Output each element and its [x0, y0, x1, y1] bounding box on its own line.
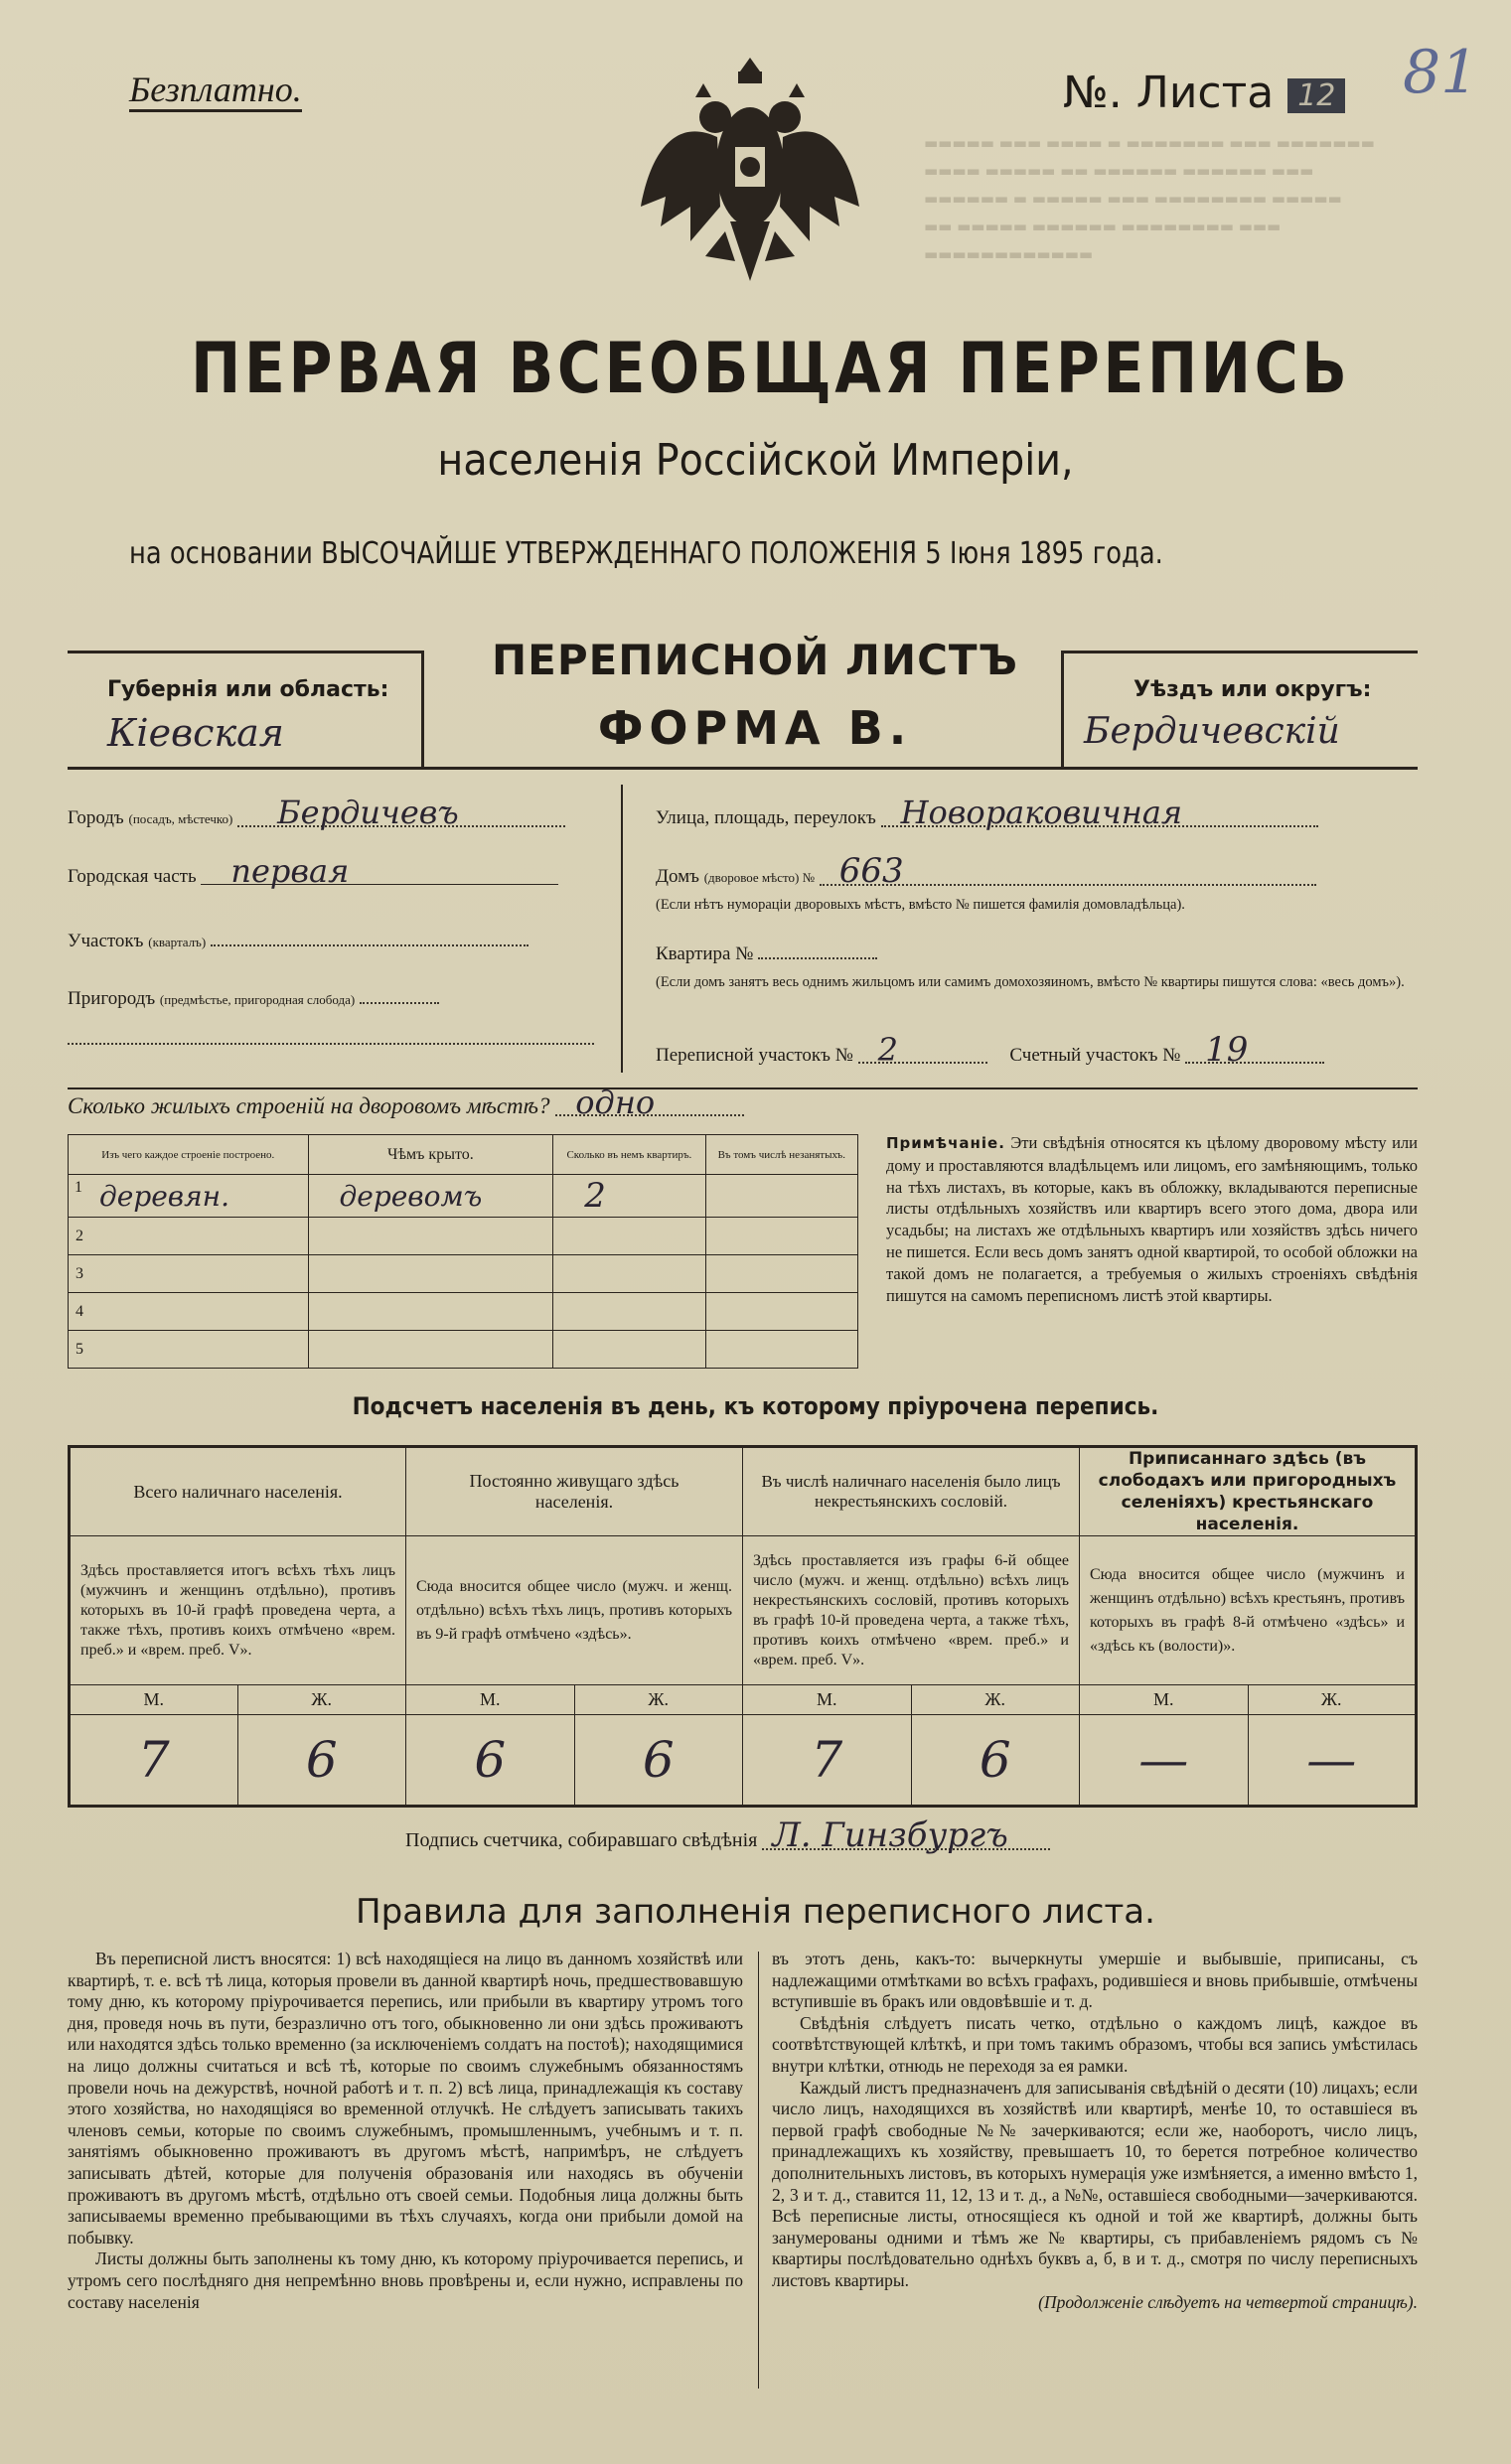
- buildings-note-title: Примѣчаніе.: [886, 1134, 1005, 1152]
- pop-col3-desc: Здѣсь проставляется изъ графы 6-й общее число (мужч. и женщ. отдѣльно) всѣхъ лицъ некрестьянскихъ сословій, противъ которыхъ въ графѣ 10-й проведена черта, а также тѣхъ, противъ коихъ отмѣчено «врем. преб.» и «врем. преб. V».: [743, 1536, 1080, 1685]
- province-value: Кіевская: [107, 711, 284, 755]
- pop-col4-desc: Сюда вносится общее число (мужчинъ и женщинъ отдѣльно) всѣхъ крестьянъ, противъ которыхъ въ графѣ 8-й отмѣчено «здѣсь» и «здѣсь къ (волости)».: [1080, 1536, 1417, 1685]
- signature-label: Подпись счетчика, собиравшаго свѣдѣнія: [405, 1829, 758, 1851]
- pop-col2-head: Постоянно живущаго здѣсь населенія.: [406, 1447, 743, 1536]
- district-value: Бердичевскій: [1084, 711, 1340, 752]
- district-label: Уѣздъ или округъ:: [1133, 677, 1372, 702]
- suburb-second-line: [68, 1043, 594, 1045]
- total-male: 7: [70, 1715, 238, 1807]
- street-label: Улица, площадь, переулокъ: [656, 807, 876, 828]
- city-sublabel: (посадъ, мѣстечко): [128, 811, 233, 826]
- city-part-value: первая: [201, 858, 558, 885]
- buildings-note-text: Эти свѣдѣнія относятся къ цѣлому дворовому мѣсту или дому и проставляются владѣльцемъ или лицомъ, его замѣняющимъ, только на тѣхъ листахъ, въ которые, какъ въ обложку, вкладываются переписные листы отдѣльныхъ хозяйствъ или квартиръ всего этого дома, двора или усадьбы; на листахъ же отдѣльныхъ квартиръ или хозяйствъ здѣсь ничего не пишется. Если весь домъ занятъ одной квартирой, то особой обложки на такой домъ не полагается, а требуемыя о жилыхъ строеніяхъ свѣдѣнія пишутся на самомъ переписномъ листѣ этой квартиры.: [886, 1133, 1419, 1305]
- signature-row: [405, 1815, 1050, 1855]
- flat-row: [656, 942, 877, 965]
- address-divider: [621, 785, 623, 1073]
- rules-continued: (Продолженіе слѣдуетъ на четвертой страницѣ).: [1038, 2291, 1418, 2312]
- suburb-label: Пригородъ: [68, 988, 156, 1009]
- col-material: Изъ чего каждое строеніе построено.: [69, 1135, 309, 1175]
- building-row: [69, 1255, 858, 1293]
- flat-note: (Если домъ занятъ весь однимъ жильцомъ или самимъ домохозяиномъ, вмѣсто № квартиры пишутся слова: «весь домъ»).: [656, 974, 1405, 990]
- house-label: Домъ: [656, 866, 699, 887]
- suburb-value-line: [360, 986, 439, 1004]
- precinct-sublabel: (кварталъ): [148, 935, 207, 949]
- buildings-note: [886, 1132, 1418, 1306]
- count-area-label: Счетный участокъ №: [1009, 1045, 1181, 1066]
- city-part-row: [68, 852, 594, 890]
- street-value: Новораковичная: [881, 799, 1318, 827]
- buildings-answer: одно: [555, 1090, 744, 1116]
- rules-paragraph: въ этотъ день, какъ-то: вычеркнуты умершіе и выбывшіе, приписаны, съ надлежащими отмѣтками во всѣхъ графахъ, родившіеся и вновь прибывшіе, отмѣчены вступившіе въ бракъ или овдовѣвшіе и т. д.: [772, 1949, 1418, 2012]
- precinct-row: [68, 929, 594, 952]
- rules-divider: [758, 1952, 759, 2389]
- imperial-eagle-icon: [636, 58, 864, 286]
- city-row: [68, 794, 594, 831]
- pop-col2-desc: Сюда вносится общее число (мужч. и женщ. отдѣльно) всѣхъ тѣхъ лицъ, противъ которыхъ въ 9-й графѣ отмѣчено «здѣсь».: [406, 1536, 743, 1685]
- count-area-value: 19: [1185, 1038, 1324, 1064]
- buildings-top-rule: [68, 1087, 1418, 1089]
- peasant-female: —: [1248, 1715, 1417, 1807]
- population-title: Подсчетъ населенія въ день, къ которому пріурочена перепись.: [352, 1392, 1159, 1420]
- f-header: Ж.: [911, 1685, 1080, 1715]
- house-note: (Если нѣтъ нумораціи дворовыхъ мѣстъ, вмѣсто № пишется фамилія домовладѣльца).: [656, 897, 1185, 913]
- row-number: 2: [76, 1227, 83, 1244]
- precinct-label: Участокъ: [68, 931, 144, 951]
- building-material: деревян.: [99, 1179, 229, 1213]
- sheet-number-label: [1063, 68, 1345, 118]
- suburb-row: [68, 986, 604, 1010]
- building-row: [69, 1175, 858, 1218]
- city-part-label: Городская часть: [68, 866, 197, 887]
- peasant-male: —: [1080, 1715, 1249, 1807]
- total-female: 6: [237, 1715, 406, 1807]
- precinct-value-line: [211, 929, 529, 946]
- rules-left-column: [68, 1949, 743, 2313]
- city-label: Городъ: [68, 807, 124, 828]
- archive-number-stamp: 81: [1403, 38, 1479, 107]
- rules-paragraph: Каждый листъ предназначенъ для записыванія свѣдѣній о десяти (10) лицахъ; если число лицъ, находящихся въ хозяйствѣ или квартирѣ, менѣе 10, то оставшіеся въ первой графѣ свободные №№ зачеркиваются; если же, наоборотъ, число лицъ, принадлежащихъ къ хозяйству, превышаетъ 10, то берется потребное количество дополнительныхъ листовъ, въ которыхъ нумерація уже измѣняется, а именно вмѣсто 1, 2, 3 и т. д., ставится 11, 12, 13 и т. д., а №№, оставшіеся свободными—зачеркиваются. Всѣ переписные листы, относящіеся къ одной и той же квартирѣ, должны быть занумерованы одними и тѣмъ же № квартиры, съ прибавленіемъ рядомъ съ № квартиры послѣдовательно однѣхъ буквъ а, б, в и т. д., смотря по числу переписныхъ листовъ квартиры.: [772, 2077, 1418, 2290]
- census-subtitle: населенія Россійской Имперіи,: [437, 435, 1074, 486]
- city-value: Бердичевъ: [237, 799, 565, 827]
- f-header: Ж.: [574, 1685, 743, 1715]
- m-header: М.: [743, 1685, 912, 1715]
- free-label: Безплатно.: [129, 70, 302, 112]
- nonpeasant-male: 7: [743, 1715, 912, 1807]
- f-header: Ж.: [237, 1685, 406, 1715]
- row-number: 3: [76, 1264, 83, 1282]
- col-roof: Чѣмъ крыто.: [308, 1135, 553, 1175]
- sheet-number-value: 12: [1287, 78, 1345, 113]
- row-number: 1: [75, 1179, 82, 1196]
- building-row: [69, 1293, 858, 1331]
- row-number: 4: [76, 1302, 83, 1320]
- buildings-question: Сколько жилыхъ строеній на дворовомъ мѣстѣ?: [68, 1093, 550, 1118]
- sheet-number-text: №. Листа: [1063, 68, 1275, 118]
- form-title: ПЕРЕПИСНОЙ ЛИСТЪ: [491, 636, 1019, 684]
- resident-female: 6: [574, 1715, 743, 1807]
- suburb-sublabel: (предмѣстье, пригородная слобода): [159, 992, 356, 1007]
- rules-title: Правила для заполненія переписного листа.: [356, 1892, 1155, 1932]
- m-header: М.: [406, 1685, 575, 1715]
- population-table: [68, 1445, 1418, 1808]
- form-top-rule: [68, 767, 1418, 770]
- pop-col1-desc: Здѣсь проставляется итогъ всѣхъ тѣхъ лицъ (мужчинъ и женщинъ отдѣльно), противъ которыхъ въ 10-й графѣ проведена черта, а также тѣхъ, противъ коихъ отмѣчено «врем. преб.» и «врем. преб. V».: [70, 1536, 406, 1685]
- m-header: М.: [1080, 1685, 1249, 1715]
- form-letter: ФОРМА В.: [597, 701, 913, 755]
- rules-paragraph: Свѣдѣнія слѣдуетъ писать четко, отдѣльно о каждомъ лицѣ, каждое въ соотвѣтствующей клѣткѣ, и при томъ такимъ образомъ, чтобы вся запись умѣстилась внутри клѣтки, отнюдь не переходя за ея рамки.: [772, 2012, 1418, 2076]
- col-vacant: Въ томъ числѣ незанятыхъ.: [705, 1135, 857, 1175]
- province-box: [68, 651, 424, 767]
- pop-col4-head: Приписаннаго здѣсь (въ слободахъ или пригородныхъ селеніяхъ) крестьянскаго населенія.: [1080, 1447, 1417, 1536]
- nonpeasant-female: 6: [911, 1715, 1080, 1807]
- house-sublabel: (дворовое мѣсто) №: [703, 870, 815, 885]
- house-row: [656, 851, 1316, 891]
- buildings-table: [68, 1134, 858, 1369]
- pop-col3-head: Въ числѣ наличнаго населенія было лицъ некрестьянскихъ сословій.: [743, 1447, 1080, 1536]
- basis-line: на основании ВЫСОЧАЙШЕ УТВЕРЖДЕННАГО ПОЛОЖЕНІЯ 5 Іюня 1895 года.: [129, 536, 1163, 571]
- m-header: М.: [70, 1685, 238, 1715]
- flat-label: Квартира №: [656, 943, 754, 964]
- flat-value-line: [758, 942, 877, 959]
- row-number: 5: [76, 1340, 83, 1358]
- building-roof: деревомъ: [339, 1179, 483, 1213]
- signature-value: Л. Гинзбургъ: [762, 1822, 1050, 1850]
- street-row: [656, 794, 1318, 831]
- census-area-label: Переписной участокъ №: [656, 1045, 853, 1066]
- pop-col1-head: Всего наличнаго населенія.: [70, 1447, 406, 1536]
- census-title: ПЕРВАЯ ВСЕОБЩАЯ ПЕРЕПИСЬ: [191, 328, 1351, 409]
- rules-right-column: [772, 1949, 1418, 2313]
- rules-paragraph: Листы должны быть заполнены къ тому дню, къ которому пріурочивается перепись, и утромъ сего послѣдняго дня непремѣнно вновь провѣрены и, если нужно, исправлены по составу населенія: [68, 2248, 743, 2312]
- province-label: Губернія или область:: [107, 677, 389, 702]
- rules-paragraph: Въ переписной листъ вносятся: 1) всѣ находящіеся на лицо въ данномъ хозяйствѣ или квартирѣ, т. е. всѣ тѣ лица, которыя провели въ данной квартирѣ ночь, предшествовавшую тому дню, къ которому пріурочивается перепись, или прибыли въ квартиру утромъ того дня, проведя ночь въ пути, безразлично отъ того, обыкновенно ли они здѣсь проживаютъ или находятся здѣсь только временно (за исключеніемъ солдатъ на постоѣ); находящимися на лицо должны считаться и всѣ тѣ, которые по своимъ служебнымъ обязанностямъ провели ночь на дежурствѣ, ночной работѣ и т. п. 2) всѣ лица, принадлежащія къ составу этого хозяйства, но находящіяся во временной отлучкѣ. Не слѣдуетъ записывать такихъ членовъ семьи, которые по своимъ служебнымъ, промышленнымъ, учебнымъ и т. п. занятіямъ обыкновенно проживаютъ въ другомъ мѣстѣ, напримѣръ, не слѣдуетъ записывать дѣтей, которые для полученія образованія или находясь въ обученіи проживаютъ въ другомъ мѣстѣ, отдѣльно отъ своей семьи. Подобныя лица должны быть записываемы временно пребывающими въ тѣхъ случаяхъ, когда они прибыли домой на побывку.: [68, 1949, 743, 2247]
- f-header: Ж.: [1248, 1685, 1417, 1715]
- district-box: [1061, 651, 1418, 767]
- bleed-through-text: ▬▬▬▬▬ ▬▬▬ ▬▬▬▬ ▬ ▬▬▬▬▬▬▬ ▬▬▬ ▬▬▬▬▬▬▬ ▬▬▬▬ ▬▬▬▬▬ ▬▬ ▬▬▬▬▬▬ ▬▬▬▬▬▬ ▬▬▬ ▬▬▬▬▬▬ ▬ ▬▬▬▬▬ ▬▬▬ ▬▬▬▬▬▬▬▬ ▬▬▬▬▬ ▬▬ ▬▬▬▬▬ ▬▬▬▬▬▬ ▬▬▬▬▬▬▬▬ ▬▬▬ ▬▬▬▬▬▬▬▬▬▬▬▬: [924, 134, 1375, 263]
- buildings-question-row: [68, 1084, 744, 1121]
- building-row: [69, 1218, 858, 1255]
- house-value: 663: [820, 858, 1316, 886]
- resident-male: 6: [406, 1715, 575, 1807]
- census-area-row: [656, 1030, 1324, 1070]
- building-row: [69, 1331, 858, 1369]
- col-flats: Сколько въ немъ квартиръ.: [553, 1135, 705, 1175]
- census-area-value: 2: [858, 1038, 987, 1064]
- building-flats: 2: [584, 1176, 606, 1216]
